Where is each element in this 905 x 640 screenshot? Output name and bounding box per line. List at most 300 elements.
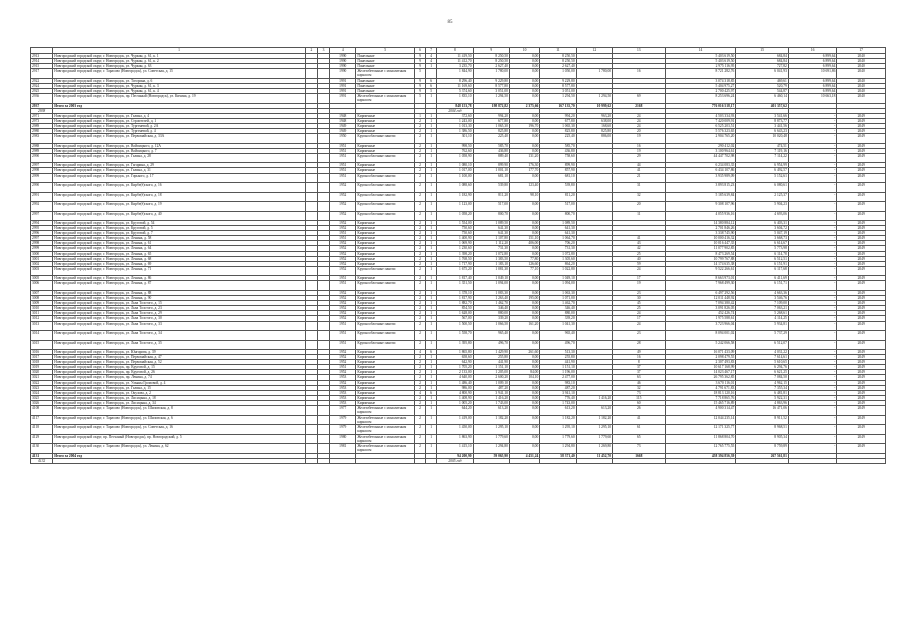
table-cell: 2 <box>415 415 426 425</box>
table-cell: 2 <box>415 231 426 236</box>
table-cell <box>318 153 330 163</box>
table-cell: 2 <box>415 168 426 173</box>
table-row <box>31 69 886 79</box>
table-cell: - <box>788 425 837 435</box>
table-cell: 1 <box>426 360 437 365</box>
table-cell: 2040 <box>837 94 886 104</box>
table-cell: Новгородский городской округ, г. Новгородск, пр. Круговой, д. 15 <box>53 365 306 370</box>
table-cell: 567,00 <box>437 316 473 321</box>
table-cell: 9 <box>415 78 426 83</box>
table-cell: 1990 <box>330 59 356 64</box>
table-cell: 3 668,73 <box>736 236 789 241</box>
table-cell: 1952 <box>330 306 356 311</box>
table-cell: 2049 <box>837 370 886 375</box>
table-cell: 26 795 362,85 <box>665 375 736 380</box>
table-cell: 1952 <box>330 370 356 375</box>
table-cell: 3 935 989,09 <box>665 173 736 183</box>
table-cell: 24 <box>613 311 666 316</box>
table-cell: 2 <box>415 395 426 400</box>
table-cell: 4 <box>426 54 437 59</box>
table-cell: 1 009,10 <box>473 380 509 385</box>
table-cell: 677,80 <box>540 118 576 123</box>
table-cell <box>318 211 330 221</box>
table-cell: 2040 <box>837 78 886 83</box>
table-cell: 857,90 <box>540 168 576 173</box>
table-cell: 1 <box>426 118 437 123</box>
table-cell: 2049 <box>837 168 886 173</box>
table-cell: 7 355,34 <box>736 385 789 390</box>
table-cell: - <box>788 370 837 375</box>
table-cell: 63 <box>613 375 666 380</box>
table-cell: 2997 <box>31 211 53 221</box>
table-cell: 2 <box>415 321 426 331</box>
table-cell: Новгородский городской округ, г. Новгородск, ул. Галина, д. 4 <box>53 113 306 118</box>
table-cell <box>576 211 612 221</box>
table-cell: 3 541,66 <box>736 113 789 118</box>
table-cell: 2 <box>415 221 426 226</box>
table-cell: 7 114,22 <box>736 153 789 163</box>
table-cell: 1980 <box>330 434 356 444</box>
table-cell: 2992 <box>31 202 53 212</box>
table-cell: 2 <box>415 251 426 256</box>
table-cell: 5 <box>415 69 426 79</box>
table-cell: 1 415,10 <box>437 444 473 454</box>
table-cell: - <box>788 202 837 212</box>
table-cell: 6 460,14 <box>736 94 789 104</box>
table-cell: Новгородский городской округ, г. Тарасово (Новгородск), ул. Советская, д. 15 <box>53 69 306 79</box>
table-cell: 4 503 334,93 <box>665 113 736 118</box>
table-cell: 1 <box>426 64 437 69</box>
table-cell: 496,70 <box>473 340 509 350</box>
table-cell: 1 <box>426 406 437 416</box>
table-cell: 1952 <box>330 380 356 385</box>
table-cell: - <box>788 395 837 400</box>
table-cell: 7 084,50 <box>736 375 789 380</box>
table-cell <box>576 202 612 212</box>
table-cell: 4 <box>426 59 437 64</box>
table-cell <box>318 434 330 444</box>
table-cell: Новгородский городской округ, г. Новгородск, ул. Войпицкого, д. 12А <box>53 143 306 148</box>
table-cell: 513,30 <box>540 350 576 355</box>
table-cell: 994,20 <box>540 113 576 118</box>
table-cell: 10 691,86 <box>788 69 837 79</box>
table-cell: 12 765 775,55 <box>665 444 736 454</box>
table-cell <box>576 321 612 331</box>
table-cell: 1 083,30 <box>473 290 509 295</box>
table-cell: 677,80 <box>473 118 509 123</box>
table-cell: 8 <box>613 360 666 365</box>
table-cell: 1 419,00 <box>437 415 473 425</box>
table-cell: 684,84 <box>736 59 789 64</box>
table-cell: 3 941,10 <box>473 390 509 395</box>
table-cell: Новгородский городской округ, г. Новгородск, ул. Первомайская, д. 47 <box>53 355 306 360</box>
table-cell: 6 643,23 <box>736 129 789 134</box>
table-cell: 1 <box>426 425 437 435</box>
table-cell: 4108 <box>31 406 53 416</box>
table-cell <box>356 458 415 463</box>
table-cell: 0,00 <box>509 94 539 104</box>
table-cell: 346,40 <box>540 306 576 311</box>
table-cell: 3002 <box>31 261 53 266</box>
table-cell <box>305 134 317 144</box>
table-cell: 98,10 <box>509 192 539 202</box>
table-cell: 2 <box>415 290 426 295</box>
table-cell: 2049 <box>837 153 886 163</box>
table-cell: 994,20 <box>473 113 509 118</box>
table-cell: 1 <box>426 380 437 385</box>
table-cell <box>788 458 837 463</box>
table-cell: 1 295,10 <box>576 425 612 435</box>
table-cell: 3 091 826,05 <box>665 306 736 311</box>
table-cell: 1 <box>426 331 437 341</box>
table-cell: 2917 <box>31 69 53 79</box>
table-cell: 1951 <box>330 236 356 241</box>
table-cell: Железобетонные с монолитным каркасом <box>356 425 415 435</box>
table-row <box>31 134 886 144</box>
table-cell: 7 968 499,30 <box>665 281 736 291</box>
column-number: 1 <box>53 48 306 54</box>
table-cell: 776 016 518,17 <box>665 103 736 108</box>
table-cell: Новгородский городской округ, г. Новгородск, ул. Чуркин, д. 61, к. 3 <box>53 83 306 88</box>
table-cell: 2049 <box>837 406 886 416</box>
table-cell: 1 386,50 <box>437 129 473 134</box>
table-cell: Панельные <box>356 54 415 59</box>
table-cell: 20 <box>613 202 666 212</box>
table-cell: 1 <box>426 246 437 251</box>
table-cell: Новгородский городской округ, г. Новгородск, ул. Льва Толстого, д. 23 <box>53 306 306 311</box>
table-cell: 517,00 <box>473 202 509 212</box>
table-cell: 2 <box>415 306 426 311</box>
table-cell: 2937 <box>31 103 53 108</box>
table-cell: Новгородский городской округ, г. Новгородск, ул. Чуркин, д. 61, к. 2 <box>53 59 306 64</box>
table-cell: 2 701 846,26 <box>665 226 736 231</box>
table-cell: 539,80 <box>473 183 509 193</box>
table-cell: - <box>788 192 837 202</box>
table-cell: 1951 <box>330 173 356 183</box>
table-cell: 1951 <box>330 153 356 163</box>
table-row <box>31 173 886 183</box>
table-cell: 2 <box>415 226 426 231</box>
table-cell: 2 <box>415 385 426 390</box>
table-cell: 1951 <box>330 163 356 168</box>
table-cell: 1 294,50 <box>540 94 576 104</box>
table-cell: Крупнооблочные панели <box>356 211 415 221</box>
table-cell: 1 049,10 <box>473 276 509 281</box>
table-cell: - <box>788 113 837 118</box>
table-cell <box>540 458 576 463</box>
table-cell: - <box>788 400 837 405</box>
table-cell <box>305 425 317 435</box>
table-cell: 2 <box>415 331 426 341</box>
table-cell: 1 <box>426 266 437 276</box>
table-cell: 1 <box>426 202 437 212</box>
table-cell: 2 <box>415 311 426 316</box>
table-cell: - <box>788 415 837 425</box>
table-cell: 544,87 <box>736 88 789 93</box>
table-cell: 8 250,50 <box>473 54 509 59</box>
column-number: 7 <box>426 48 437 54</box>
table-cell: 644,20 <box>437 406 473 416</box>
table-cell: 5 185 639,84 <box>665 192 736 202</box>
table-cell: 4118 <box>31 425 53 435</box>
table-cell <box>318 458 330 463</box>
table-cell: 3 235,70 <box>437 64 473 69</box>
table-cell: Новгородский городской округ, г. Новгородск, ул. Ленина, д. 90 <box>53 296 306 301</box>
table-cell: - <box>788 365 837 370</box>
table-cell: 3 100 964,61 <box>665 148 736 153</box>
table-row <box>31 340 886 350</box>
table-cell: Крупнооблочные панели <box>356 192 415 202</box>
table-cell: 2 <box>415 316 426 321</box>
table-cell: 8 296,40 <box>437 78 473 83</box>
table-cell: 1 058,20 <box>437 211 473 221</box>
table-cell: 2 <box>415 143 426 148</box>
table-cell: 2049 <box>837 246 886 251</box>
table-cell: Новгородский городской округ, пр. Песчаный (Новгородск), пр. Новгородский, д. 5 <box>53 434 306 444</box>
table-cell: 2 904 765,20 <box>665 134 736 144</box>
table-cell <box>305 183 317 193</box>
table-cell: Кирпичные <box>356 261 415 266</box>
table-cell: 3018 <box>31 360 53 365</box>
table-cell: 0,00 <box>509 231 539 236</box>
table-cell: Новгородский городской округ, г. Новгородск, ул. Ленина, д. 87 <box>53 281 306 291</box>
table-cell: Новгородский городской округ, г. Новгородск, ул. Юнгарова, д. 39 <box>53 350 306 355</box>
table-cell <box>305 266 317 276</box>
table-cell: Новгородский городской округ, г. Новгородск, ул. Льва Толстого, д. 35 <box>53 340 306 350</box>
table-cell: 441,90 <box>473 360 509 365</box>
table-cell: 11 <box>613 211 666 221</box>
table-cell: 1952 <box>330 251 356 256</box>
table-cell: 1 400,90 <box>437 236 473 241</box>
table-cell: Кирпичные <box>356 163 415 168</box>
table-cell: Кирпичные <box>356 296 415 301</box>
table-cell: Новгородский городской округ, г. Новгородск, ул. Тогорина, д. 6 <box>53 78 306 83</box>
table-row <box>31 425 886 435</box>
table-cell: 3022 <box>31 380 53 385</box>
table-cell: 1952 <box>330 316 356 321</box>
table-cell: Кирпичные <box>356 301 415 306</box>
table-cell: 1 780,00 <box>473 69 509 79</box>
table-cell: 750,60 <box>437 226 473 231</box>
table-cell: - <box>788 256 837 261</box>
table-cell: Кирпичные <box>356 148 415 153</box>
table-cell <box>576 458 612 463</box>
table-cell: 1 013,30 <box>437 123 473 128</box>
table-cell: 61 <box>613 425 666 435</box>
table-cell: 2997 <box>31 236 53 241</box>
table-cell: Новгородский городской округ, г. Новгородск, ул. Ленина, д. 69 <box>53 261 306 266</box>
table-cell: Железобетонные с монолитным каркасом <box>356 406 415 416</box>
table-cell: 2 <box>415 241 426 246</box>
table-cell: 641,30 <box>473 231 509 236</box>
table-cell: 126,60 <box>509 261 539 266</box>
table-cell: 42 <box>613 246 666 251</box>
table-cell: - <box>788 380 837 385</box>
table-cell: 641,30 <box>540 231 576 236</box>
table-cell <box>305 434 317 444</box>
table-cell: 825,80 <box>540 129 576 134</box>
table-cell: 517,00 <box>540 202 576 212</box>
table-cell: 3 723 966,04 <box>665 321 736 331</box>
table-cell: 2989 <box>31 148 53 153</box>
table-cell: Кирпичные <box>356 226 415 231</box>
table-cell: 4 <box>415 350 426 355</box>
table-cell: 1 <box>426 143 437 148</box>
table-cell: 1952 <box>330 350 356 355</box>
table-cell: 642,90 <box>437 360 473 365</box>
table-cell: Кирпичные <box>356 231 415 236</box>
table-cell: 2049 <box>837 400 886 405</box>
table-cell <box>736 458 789 463</box>
table-cell: 1 395,80 <box>437 340 473 350</box>
table-cell: 1 <box>426 276 437 281</box>
table-cell: Панельные <box>356 78 415 83</box>
table-cell: 41 <box>613 415 666 425</box>
table-cell: Новгородский городской округ, г. Новгородск, ул. Тургеневой, д. 4 <box>53 129 306 134</box>
table-cell: 11 452,70 <box>576 453 612 458</box>
table-cell: Кирпичные <box>356 390 415 395</box>
table-cell: Кирпичные <box>356 311 415 316</box>
table-cell: 641,30 <box>473 226 509 231</box>
table-cell: Новгородский городской округ, г. Новгородск, ул. Войпицкого, д. 7 <box>53 148 306 153</box>
table-cell: 6 899,64 <box>788 83 837 88</box>
table-cell: Кирпичные <box>356 276 415 281</box>
table-cell: 6 899,64 <box>788 88 837 93</box>
table-cell: 6 <box>426 78 437 83</box>
table-cell: 11 419,50 <box>437 54 473 59</box>
table-cell: 6 954,99 <box>736 163 789 168</box>
table-cell <box>415 458 426 463</box>
table-cell: 10 663,18 <box>788 94 837 104</box>
table-cell: Кирпичные <box>356 256 415 261</box>
table-cell: 1 001,10 <box>473 168 509 173</box>
table-cell: 1977 <box>330 406 356 416</box>
table-cell: 2 <box>415 380 426 385</box>
table-cell: 3001 <box>31 256 53 261</box>
table-cell: 727,82 <box>736 64 789 69</box>
table-cell: 1979 <box>330 425 356 435</box>
table-cell: 0,00 <box>509 129 539 134</box>
table-cell: 0,00 <box>509 301 539 306</box>
table-cell: 1 <box>426 340 437 350</box>
table-cell: 8 473 269,54 <box>665 251 736 256</box>
table-cell: 6 234 083,35 <box>665 163 736 168</box>
table-cell: 762,60 <box>437 148 473 153</box>
table-cell: 151,10 <box>509 236 539 241</box>
table-cell: 9 308 107,96 <box>665 202 736 212</box>
table-cell: 2 <box>415 202 426 212</box>
table-cell <box>305 69 317 79</box>
table-cell: 2914 <box>31 59 53 64</box>
table-cell: - <box>788 276 837 281</box>
table-cell: - <box>788 375 837 380</box>
table-cell: 2049 <box>837 444 886 454</box>
table-cell: - <box>788 246 837 251</box>
table-cell: 2 <box>415 192 426 202</box>
table-cell: 965,40 <box>473 331 509 341</box>
table-cell: 1 088,60 <box>437 183 473 193</box>
table-cell: 0,00 <box>509 276 539 281</box>
table-cell: 8 250,50 <box>473 59 509 64</box>
table-cell <box>426 69 437 79</box>
table-cell: 2971 <box>31 113 53 118</box>
table-cell: 198 872,82 <box>473 103 509 108</box>
table-cell: 1952 <box>330 241 356 246</box>
table-cell: 0,00 <box>509 281 539 291</box>
table-cell: 1 717,90 <box>437 261 473 266</box>
table-cell: 0,00 <box>509 134 539 144</box>
table-cell: 16 <box>613 355 666 360</box>
table-cell: 4129 <box>31 434 53 444</box>
table-cell: 17 <box>613 316 666 321</box>
table-cell: 0,00 <box>509 415 539 425</box>
table-cell: 44 <box>613 163 666 168</box>
table-cell: 8 250,50 <box>540 54 576 59</box>
table-cell: 11 077 902,85 <box>665 246 736 251</box>
table-cell: 4 800,90 <box>437 390 473 395</box>
table-cell: 2 <box>415 434 426 444</box>
table-cell: 32 <box>613 385 666 390</box>
table-cell: Кирпичные <box>356 251 415 256</box>
table-cell: 1 <box>426 400 437 405</box>
table-cell: 0,00 <box>509 221 539 226</box>
table-cell: Крупнооблочные панели <box>356 266 415 276</box>
table-cell: 1 017,00 <box>437 168 473 173</box>
table-cell: - <box>788 251 837 256</box>
table-cell: Новгородский городской округ, г. Новгородск, ул. Чуркин, д. 61, к. 1 <box>53 54 306 59</box>
table-cell: 2 <box>415 375 426 380</box>
table-cell: 2049 <box>837 360 886 365</box>
table-cell: 2 <box>415 148 426 153</box>
table-cell: 4132 <box>31 458 53 463</box>
table-cell: 2999 <box>31 173 53 183</box>
table-cell <box>613 458 666 463</box>
table-cell: 854,50 <box>437 306 473 311</box>
table-cell <box>305 444 317 454</box>
table-cell: 1 294,80 <box>540 444 576 454</box>
table-cell: 986,00 <box>437 385 473 390</box>
table-cell: 1 <box>426 415 437 425</box>
table-row <box>31 202 886 212</box>
table-cell: 45 <box>613 301 666 306</box>
table-cell: 2049 <box>837 173 886 183</box>
table-cell: 1 <box>426 226 437 231</box>
table-cell: 2922 <box>31 78 53 83</box>
table-cell: Кирпичные <box>356 355 415 360</box>
table-cell: 2 975 116,95 <box>665 64 736 69</box>
table-cell <box>305 458 317 463</box>
table-cell: 0,00 <box>509 316 539 321</box>
table-cell: 1952 <box>330 360 356 365</box>
table-cell: Новгородский городской округ, г. Новгородск, ул. Чуркин, д. 61, к. 4 <box>53 88 306 93</box>
table-cell: 8 721 282,76 <box>665 69 736 79</box>
table-cell: 14 380 884,12 <box>665 221 736 226</box>
table-cell: 3006 <box>31 281 53 291</box>
table-cell: 1 <box>426 94 437 104</box>
table-cell: 2 <box>415 365 426 370</box>
table-cell: 4 <box>415 390 426 395</box>
table-cell: 8 873,77 <box>736 118 789 123</box>
table-cell: 2 125,37 <box>736 192 789 202</box>
table-cell: 6 512,07 <box>736 340 789 350</box>
table-cell: 1990 <box>330 54 356 59</box>
table-cell: 6 899,64 <box>788 59 837 64</box>
table-cell: 585,70 <box>540 143 576 148</box>
table-cell: Крупнооблочные панели <box>356 134 415 144</box>
table-row <box>31 281 886 291</box>
table-cell: 94 200,90 <box>437 453 473 458</box>
table-cell: 681,10 <box>473 173 509 183</box>
